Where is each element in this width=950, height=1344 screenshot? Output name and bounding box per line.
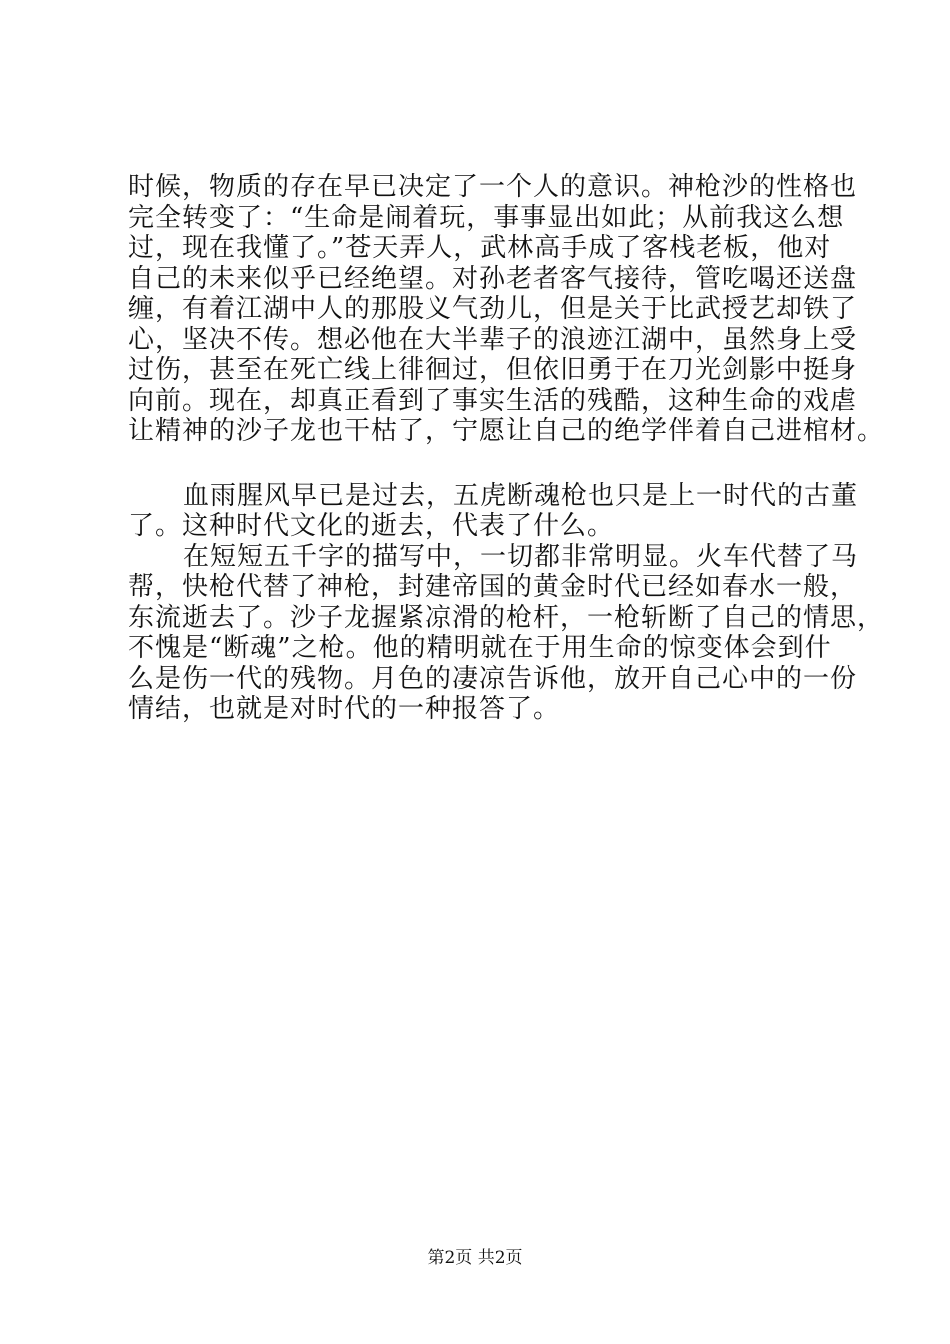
text-line: 缠，有着江湖中人的那股义气劲儿，但是关于比武授艺却铁了 xyxy=(128,294,858,324)
text-line: 让精神的沙子龙也干枯了，宁愿让自己的绝学伴着自己进棺材。 xyxy=(128,416,885,446)
text-line: 完全转变了：“生命是闹着玩，事事显出如此；从前我这么想 xyxy=(128,202,845,233)
text-line: 自己的未来似乎已经绝望。对孙老者客气接待，管吃喝还送盘 xyxy=(128,263,858,294)
text-line: 帮，快枪代替了神枪，封建帝国的黄金时代已经如春水一般， xyxy=(128,572,858,602)
page-number-footer: 第2页 共2页 xyxy=(427,1248,523,1268)
text-line: 了。这种时代文化的逝去，代表了什么。 xyxy=(128,511,615,541)
text-line: 过，现在我懂了。”苍天弄人，武林高手成了客栈老板，他对 xyxy=(128,233,832,263)
paragraph-3 xyxy=(128,541,885,725)
text-line: 在短短五千字的描写中，一切都非常明显。火车代替了马 xyxy=(183,541,859,572)
text-line: 心，坚决不传。想必他在大半辈子的浪迹江湖中，虽然身上受 xyxy=(128,324,858,355)
text-line: 时候，物质的存在早已决定了一个人的意识。神枪沙的性格也 xyxy=(128,172,858,202)
text-line: 情结，也就是对时代的一种报答了。 xyxy=(128,694,561,724)
text-line: 血雨腥风早已是过去，五虎断魂枪也只是上一时代的古董 xyxy=(183,480,859,511)
text-line: 过伤，甚至在死亡线上徘徊过，但依旧勇于在刀光剑影中挺身 xyxy=(128,355,858,385)
document-body xyxy=(128,172,885,725)
text-line: 向前。现在，却真正看到了事实生活的残酷，这种生命的戏虐 xyxy=(128,385,858,416)
text-line: 么是伤一代的残物。月色的凄凉告诉他，放开自己心中的一份 xyxy=(128,663,858,694)
text-line: 不愧是“断魂”之枪。他的精明就在于用生命的惊变体会到什 xyxy=(128,633,832,663)
text-line: 东流逝去了。沙子龙握紧凉滑的枪杆，一枪斩断了自己的情思， xyxy=(128,602,885,633)
paragraph-spacer xyxy=(128,447,848,481)
paragraph-2 xyxy=(128,480,859,542)
paragraph-1 xyxy=(128,172,885,447)
